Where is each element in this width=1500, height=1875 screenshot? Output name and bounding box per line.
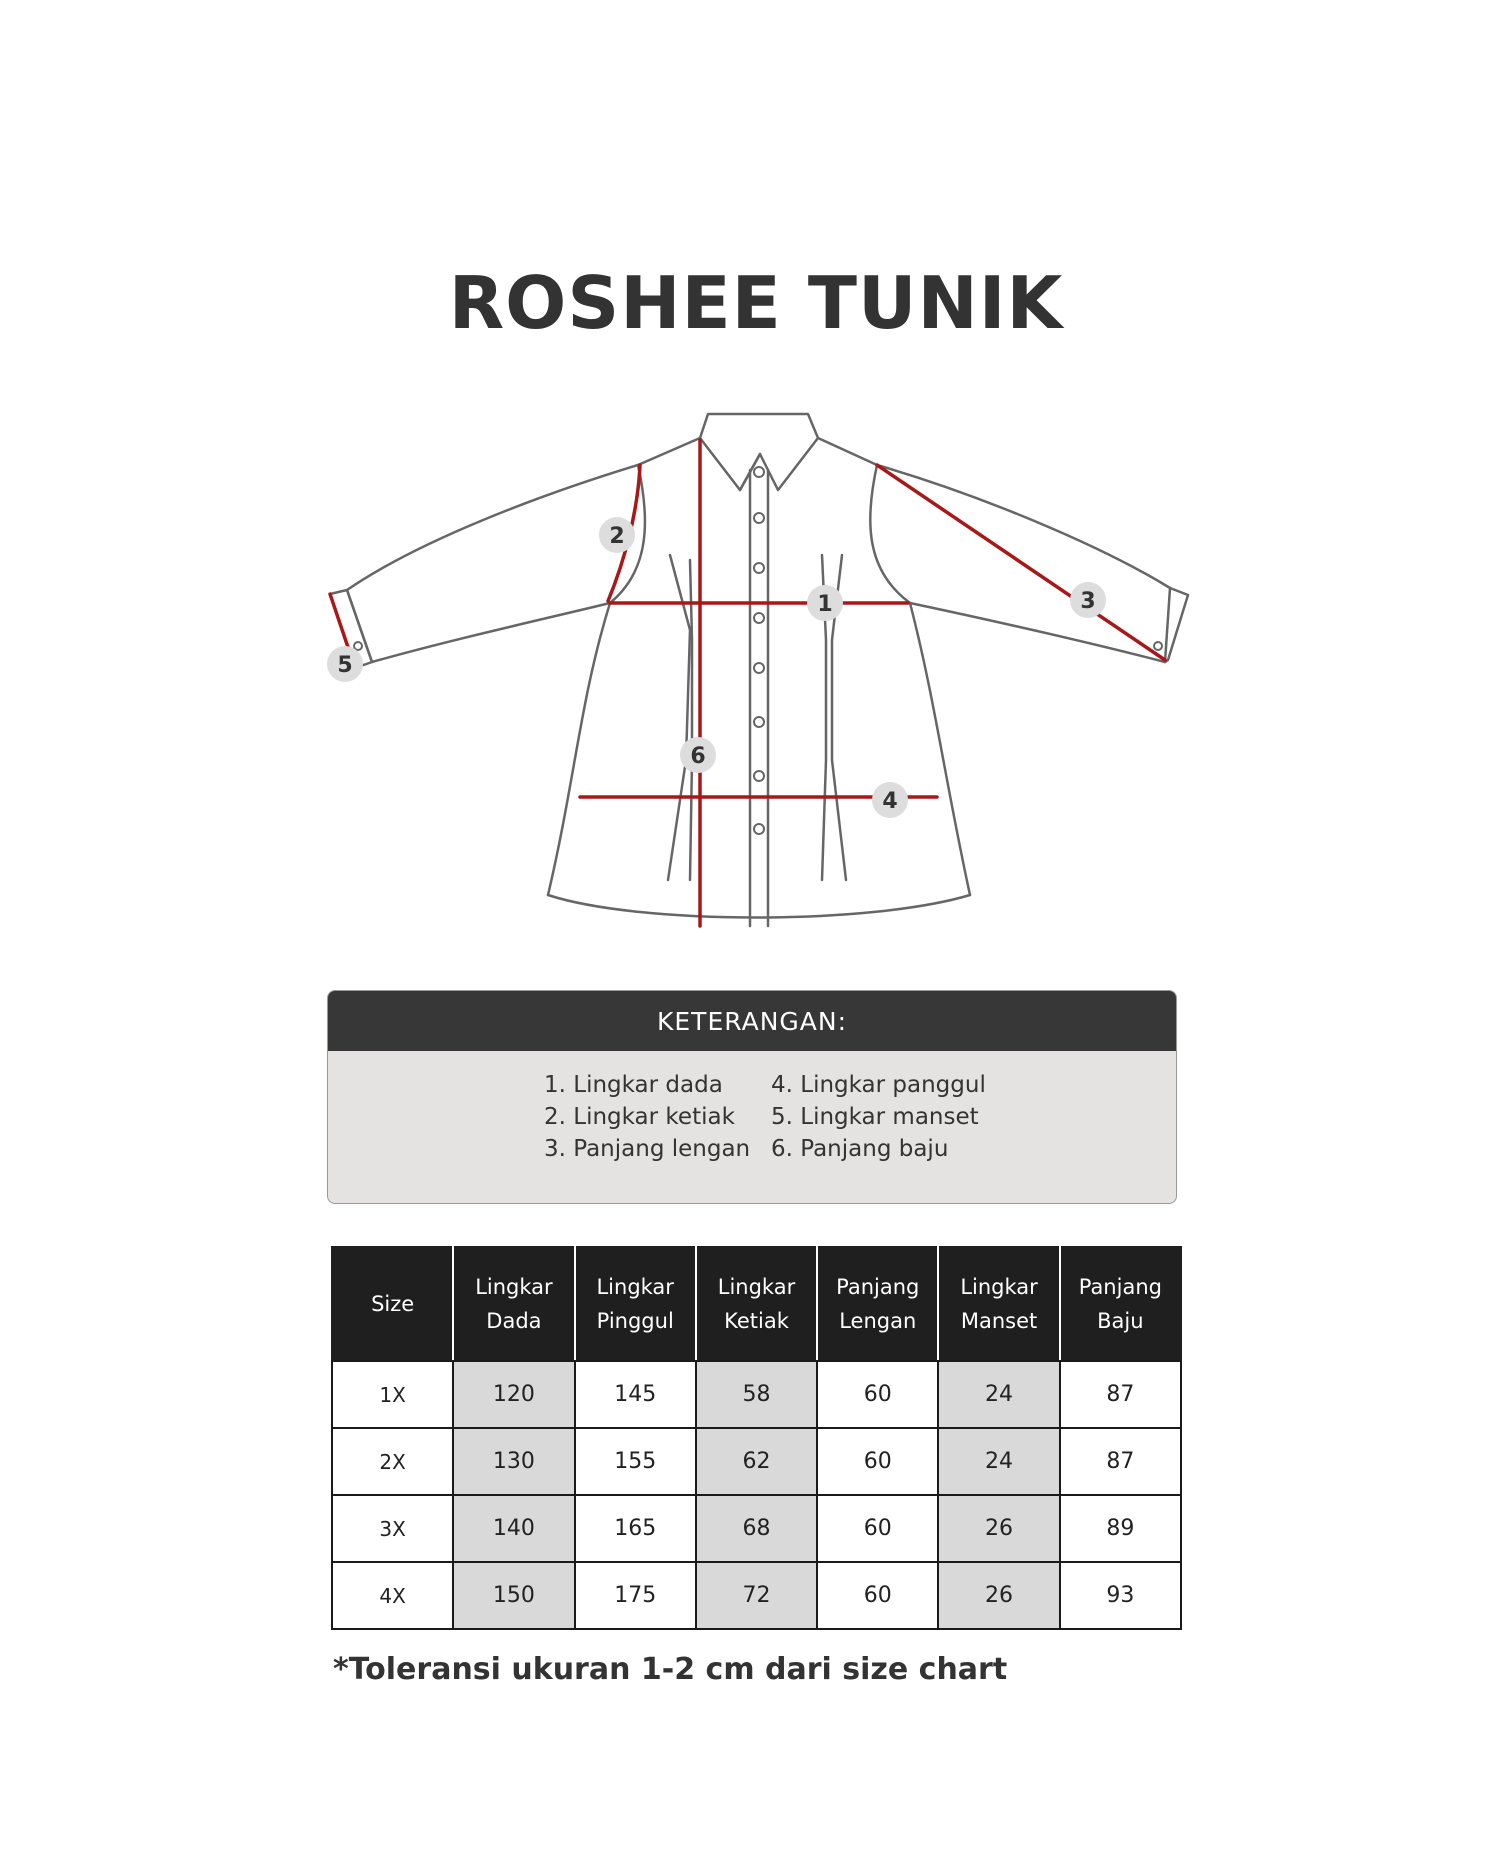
svg-text:1: 1 (817, 592, 833, 617)
table-cell: 24 (938, 1428, 1059, 1495)
svg-text:2: 2 (609, 524, 625, 549)
table-cell: 60 (817, 1495, 938, 1562)
legend-column-left (544, 1069, 750, 1165)
legend-item: 3. Panjang lengan (544, 1136, 751, 1162)
legend-column-right (771, 1069, 986, 1165)
callout-6 (680, 737, 716, 773)
page-title: ROSHEE TUNIK (448, 261, 1064, 345)
header-lingkar-dada: Lingkar Dada (453, 1247, 574, 1361)
callout-5 (327, 646, 363, 682)
measurement-callouts (327, 517, 1106, 818)
callout-2 (599, 517, 635, 553)
svg-text:3: 3 (1080, 589, 1096, 614)
legend-item: 1. Lingkar dada (544, 1072, 723, 1098)
legend-item: 2. Lingkar ketiak (544, 1104, 735, 1130)
table-cell: 1X (332, 1361, 453, 1428)
table-cell: 145 (575, 1361, 696, 1428)
table-cell: 120 (453, 1361, 574, 1428)
callout-4 (872, 782, 908, 818)
table-cell: 175 (575, 1562, 696, 1629)
svg-text:4: 4 (882, 789, 898, 814)
legend-header: KETERANGAN: (328, 991, 1176, 1051)
table-cell: 4X (332, 1562, 453, 1629)
tolerance-note: *Toleransi ukuran 1-2 cm dari size chart (333, 1652, 1008, 1687)
table-cell: 58 (696, 1361, 817, 1428)
measurement-lines (330, 440, 1165, 926)
table-cell: 26 (938, 1495, 1059, 1562)
table-cell: 130 (453, 1428, 574, 1495)
table-cell: 72 (696, 1562, 817, 1629)
svg-text:6: 6 (690, 744, 706, 769)
callout-1 (807, 585, 843, 621)
table-cell: 93 (1060, 1562, 1181, 1629)
header-lingkar-pinggul: Lingkar Pinggul (575, 1247, 696, 1361)
table-cell: 60 (817, 1562, 938, 1629)
legend-panel (327, 990, 1177, 1204)
table-cell: 89 (1060, 1495, 1181, 1562)
header-panjang-lengan: Panjang Lengan (817, 1247, 938, 1361)
header-lingkar-ketiak: Lingkar Ketiak (696, 1247, 817, 1361)
table-cell: 24 (938, 1361, 1059, 1428)
callout-3 (1070, 582, 1106, 618)
table-cell: 165 (575, 1495, 696, 1562)
legend-item: 5. Lingkar manset (771, 1104, 979, 1130)
table-cell: 3X (332, 1495, 453, 1562)
table-cell: 62 (696, 1428, 817, 1495)
table-cell: 68 (696, 1495, 817, 1562)
table-row (332, 1361, 1181, 1428)
table-cell: 155 (575, 1428, 696, 1495)
table-header-row (332, 1247, 1181, 1361)
table-cell: 60 (817, 1361, 938, 1428)
table-cell: 150 (453, 1562, 574, 1629)
table-cell: 26 (938, 1562, 1059, 1629)
header-size: Size (332, 1247, 453, 1361)
header-panjang-baju: Panjang Baju (1060, 1247, 1181, 1361)
table-cell: 87 (1060, 1428, 1181, 1495)
table-cell: 140 (453, 1495, 574, 1562)
legend-item: 4. Lingkar panggul (771, 1072, 986, 1098)
legend-item: 6. Panjang baju (771, 1136, 949, 1162)
table-cell: 2X (332, 1428, 453, 1495)
svg-text:5: 5 (337, 653, 353, 678)
size-chart-table (331, 1246, 1182, 1630)
table-cell: 60 (817, 1428, 938, 1495)
table-row (332, 1428, 1181, 1495)
table-cell: 87 (1060, 1361, 1181, 1428)
header-lingkar-manset: Lingkar Manset (938, 1247, 1059, 1361)
table-row (332, 1495, 1181, 1562)
table-row (332, 1562, 1181, 1629)
